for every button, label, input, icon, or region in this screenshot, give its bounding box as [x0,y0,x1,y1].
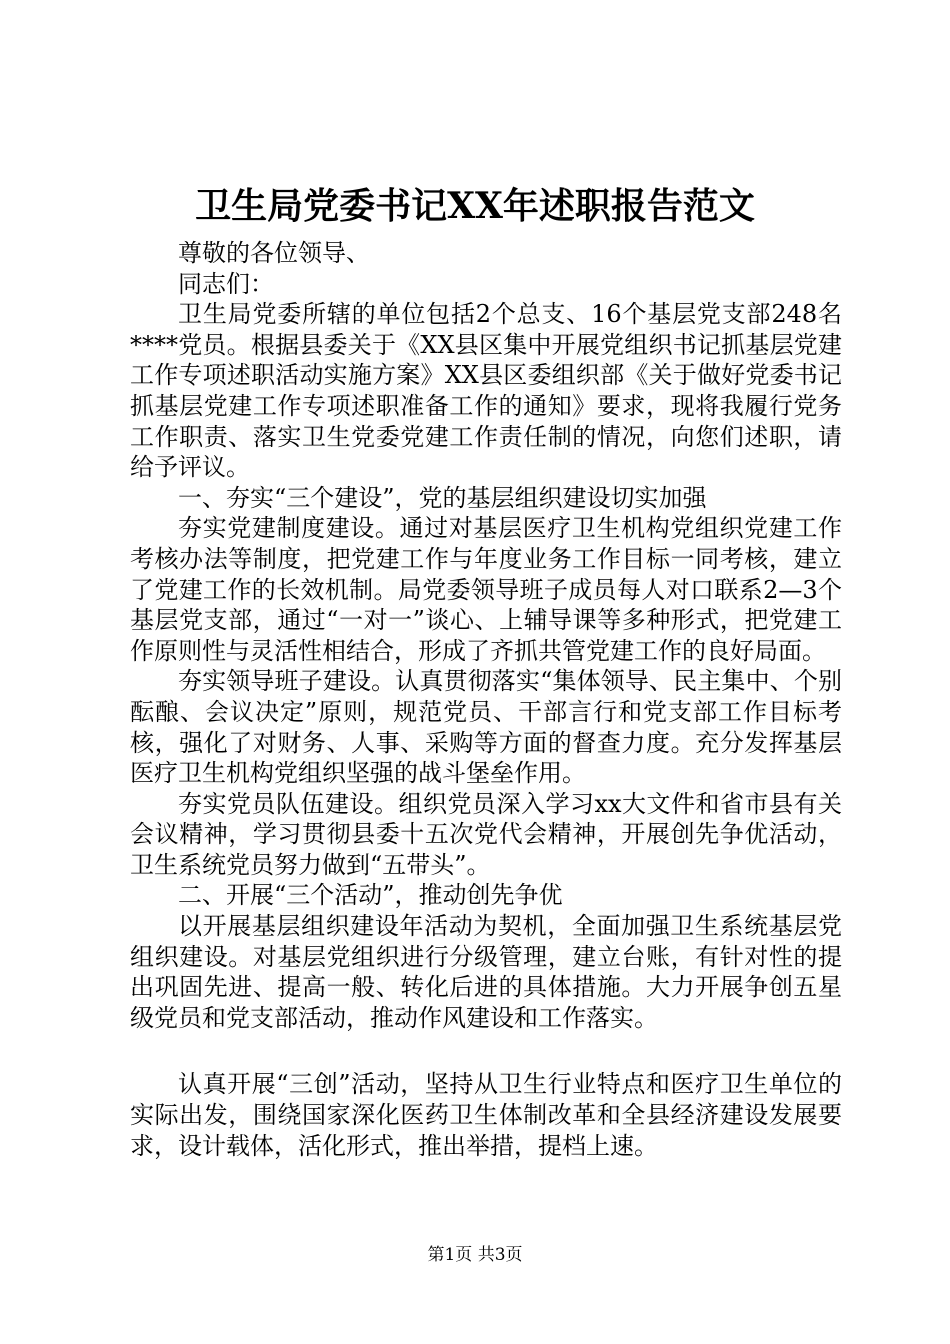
paragraph-spacer [130,1033,842,1069]
paragraph-three-creations: 认真开展“三创”活动，坚持从卫生行业特点和医疗卫生单位的实际出发，围绕国家深化医药卫生体制改革和全县经济建设发展要求，设计载体，活化形式，推出举措，提档上速。 [130,1070,842,1160]
paragraph-intro: 卫生局党委所辖的单位包括2个总支、16个基层党支部248名****党员。根据县委关于《XX县区集中开展党组织书记抓基层党建工作专项述职活动实施方案》XX县区委组织部《关于做好党委书记抓基层党建工作专项述职准备工作的通知》要求，现将我履行党务工作职责、落实卫生党委党建工作责任制的情况，向您们述职，请给予评议。 [130,300,842,482]
salutation-line-1: 尊敬的各位领导、 [178,239,370,267]
paragraph-system-building: 夯实党建制度建设。通过对基层医疗卫生机构党组织党建工作考核办法等制度，把党建工作与年度业务工作目标一同考核，建立了党建工作的长效机制。局党委领导班子成员每人对口联系2—3个基层党支部，通过“一对一”谈心、上辅导课等多种形式，把党建工作原则性与灵活性相结合，形成了齐抓共管党建工作的良好局面。 [130,514,842,665]
paragraph-member-building: 夯实党员队伍建设。组织党员深入学习xx大文件和省市县有关会议精神，学习贯彻县委十五次党代会精神，开展创先争优活动，卫生系统党员努力做到“五带头”。 [130,789,842,879]
document-title: 卫生局党委书记XX年述职报告范文 [195,185,755,227]
page-footer: 第1页 共3页 [427,1245,523,1265]
section-heading-2: 二、开展“三个活动”，推动创先争优 [178,881,563,910]
paragraph-leadership-building: 夯实领导班子建设。认真贯彻落实“集体领导、民主集中、个别酝酿、会议决定”原则，规范党员、干部言行和党支部工作目标考核，强化了对财务、人事、采购等方面的督查力度。充分发挥基层医疗卫生机构党组织坚强的战斗堡垒作用。 [130,667,842,788]
paragraph-org-building-year: 以开展基层组织建设年活动为契机，全面加强卫生系统基层党组织建设。对基层党组织进行分级管理，建立台账，有针对性的提出巩固先进、提高一般、转化后进的具体措施。大力开展争创五星级党员和党支部活动，推动作风建设和工作落实。 [130,912,842,1032]
document-body [130,238,842,1161]
salutation-line-2: 同志们： [178,269,274,298]
section-heading-1: 一、夯实“三个建设”，党的基层组织建设切实加强 [178,483,707,512]
